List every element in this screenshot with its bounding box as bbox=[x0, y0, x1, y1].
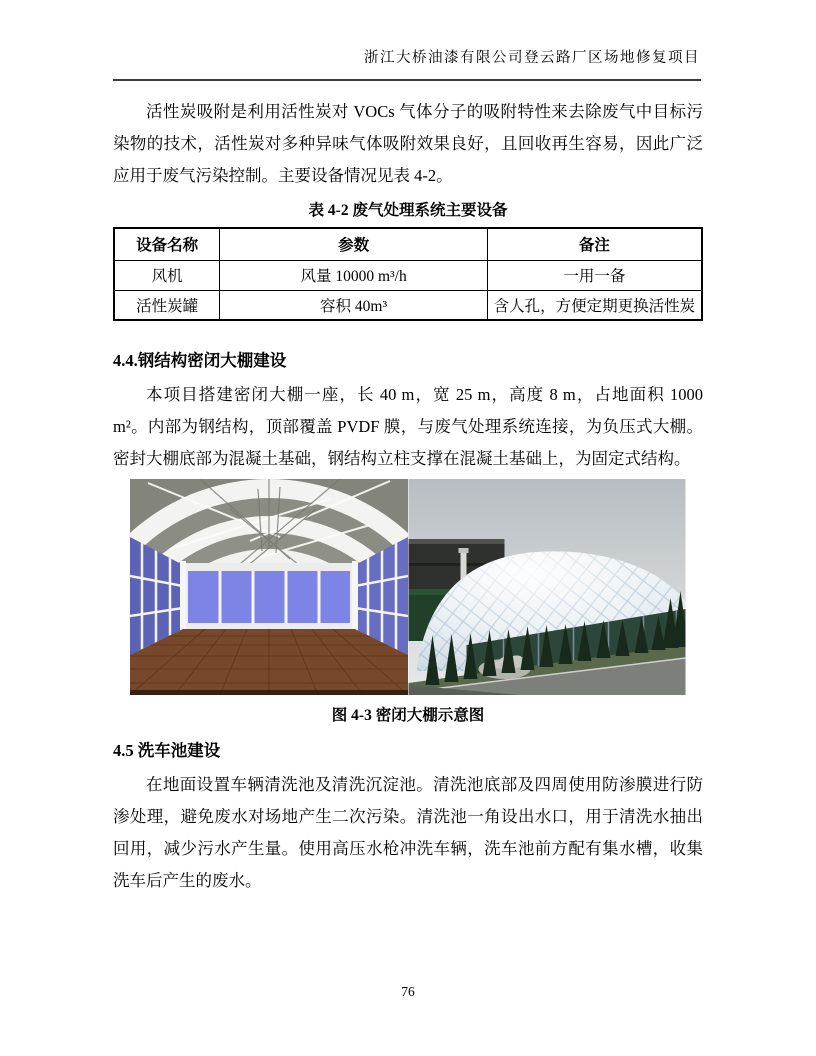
brown-floor bbox=[130, 629, 408, 695]
table-row-fan bbox=[114, 260, 702, 290]
header-divider bbox=[113, 79, 701, 81]
table-title: 表 4-2 废气处理系统主要设备 bbox=[308, 202, 508, 219]
col-header-device-name: 设备名称 bbox=[114, 228, 220, 260]
figure-4-3 bbox=[130, 479, 686, 695]
intro-paragraph: 活性炭吸附是利用活性炭对 VOCs 气体分子的吸附特性来去除废气中目标污染物的技术，活性炭对多种异味气体吸附效果良好，且回收再生容易，因此广泛应用于废气污染控制。主要设备情况见表 4-2。 bbox=[113, 102, 703, 185]
washpool-paragraph: 在地面设置车辆清洗池及清洗沉淀池。清洗池底部及四周使用防渗膜进行防渗处理，避免废水对场地产生二次污染。清洗池一角设出水口，用于清洗水抽出回用，减少污水产生量。使用高压水枪冲洗车辆，洗车池前方配有集水槽，收集洗车后产生的废水。 bbox=[113, 775, 703, 890]
page-number: 76 bbox=[401, 984, 415, 999]
page-header-title: 浙江大桥油漆有限公司登云路厂区场地修复项目 bbox=[364, 50, 700, 66]
cell-device-name: 风机 bbox=[114, 260, 220, 290]
shed-interior-render-image bbox=[130, 479, 408, 695]
dome-exterior-photo-image bbox=[408, 479, 686, 695]
section-heading-4-5: 4.5 洗车池建设 bbox=[113, 741, 221, 760]
cell-device-name: 活性炭罐 bbox=[114, 290, 220, 320]
page-content bbox=[113, 96, 703, 897]
cell-remark: 一用一备 bbox=[487, 260, 702, 290]
col-header-parameter: 参数 bbox=[220, 228, 488, 260]
cell-parameter: 风量 10000 m³/h bbox=[220, 260, 488, 290]
figure-caption: 图 4-3 密闭大棚示意图 bbox=[331, 707, 485, 724]
col-header-remark: 备注 bbox=[487, 228, 702, 260]
table-header-row bbox=[114, 228, 702, 260]
section-heading-4-4: 4.4.钢结构密闭大棚建设 bbox=[113, 351, 287, 370]
cell-remark: 含人孔，方便定期更换活性炭 bbox=[487, 290, 702, 320]
back-wall-panels bbox=[180, 561, 358, 631]
cell-parameter: 容积 40m³ bbox=[220, 290, 488, 320]
equipment-table bbox=[113, 227, 703, 321]
shed-paragraph: 本项目搭建密闭大棚一座，长 40 m，宽 25 m，高度 8 m，占地面积 1000 m²。内部为钢结构，顶部覆盖 PVDF 膜，与废气处理系统连接，为负压式大棚。密封大棚底部为混凝土基础，钢结构立柱支撑在混凝土基础上，为固定式结构。 bbox=[113, 385, 703, 468]
table-row-carbon-tank bbox=[114, 290, 702, 320]
